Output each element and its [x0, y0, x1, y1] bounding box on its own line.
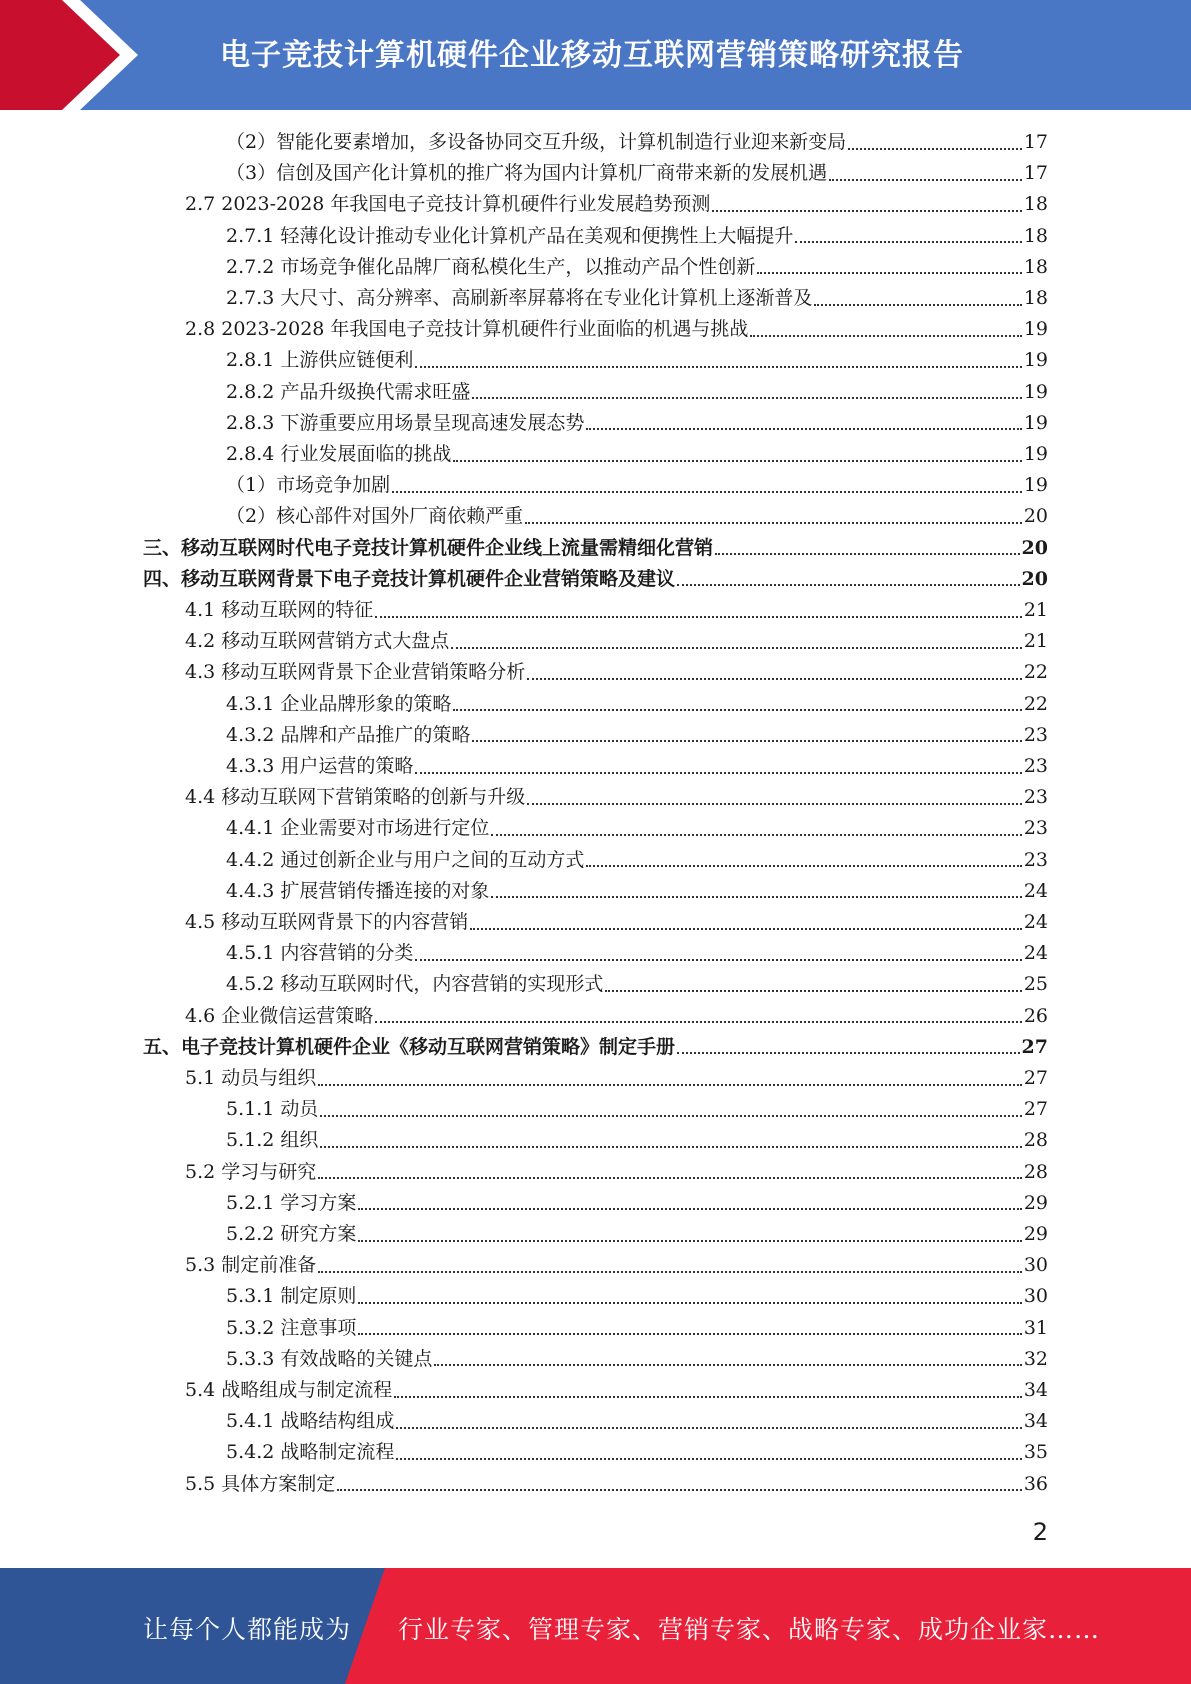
toc-entry-page: 20	[1021, 567, 1048, 590]
toc-entry[interactable]	[143, 533, 1048, 564]
toc-entry-page: 29	[1023, 1223, 1048, 1245]
toc-entry[interactable]	[226, 969, 1048, 1000]
toc-entry[interactable]	[185, 907, 1048, 938]
toc-entry[interactable]	[185, 1063, 1048, 1094]
toc-entry-page: 18	[1023, 255, 1048, 278]
toc-entry[interactable]	[185, 1157, 1048, 1188]
toc-entry[interactable]	[226, 1188, 1048, 1219]
toc-entry-page: 34	[1023, 1379, 1048, 1401]
toc-entry-title: （2）智能化要素增加，多设备协同交互升级，计算机制造行业迎来新变局	[226, 131, 847, 153]
page-header	[0, 0, 1191, 110]
toc-entry[interactable]	[226, 377, 1048, 408]
toc-entry-title: 5.1 动员与组织	[185, 1067, 317, 1089]
toc-entry-page: 23	[1023, 723, 1048, 746]
toc-dot-leader	[491, 834, 1021, 836]
toc-dot-leader	[318, 1084, 1022, 1086]
toc-entry-page: 20	[1023, 505, 1048, 528]
toc-dot-leader	[750, 335, 1021, 337]
toc-dot-leader	[715, 553, 1020, 555]
toc-dot-leader	[470, 928, 1022, 930]
toc-entry[interactable]	[226, 221, 1048, 252]
toc-entry-page: 32	[1023, 1347, 1048, 1370]
toc-dot-leader	[491, 896, 1021, 898]
toc-entry-title: 4.4 移动互联网下营销策略的创新与升级	[185, 786, 526, 809]
toc-entry-title: 5.3.2 注意事项	[226, 1316, 357, 1339]
footer-slogan-left: 让每个人都能成为	[143, 1615, 352, 1644]
toc-dot-leader	[848, 148, 1022, 150]
toc-entry-title: 4.3 移动互联网背景下企业营销策略分析	[185, 661, 526, 684]
toc-entry-title: 5.1.1 动员	[226, 1098, 319, 1121]
toc-entry-page: 24	[1023, 942, 1048, 965]
toc-entry[interactable]	[226, 1219, 1048, 1250]
toc-entry[interactable]	[226, 689, 1048, 720]
toc-entry-page: 36	[1023, 1472, 1048, 1495]
toc-dot-leader	[677, 1052, 1020, 1054]
toc-entry-title: 5.2.2 研究方案	[226, 1223, 357, 1245]
toc-entry-page: 17	[1023, 162, 1048, 185]
toc-entry-page: 21	[1023, 599, 1048, 621]
toc-entry-page: 35	[1023, 1441, 1048, 1464]
toc-dot-leader	[677, 584, 1020, 586]
toc-entry-title: 5.1.2 组织	[226, 1129, 319, 1152]
toc-entry-title: 5.3.1 制定原则	[226, 1285, 357, 1308]
toc-entry-page: 22	[1023, 661, 1048, 684]
toc-entry[interactable]	[226, 720, 1048, 751]
toc-entry[interactable]	[226, 1313, 1048, 1344]
toc-dot-leader	[525, 522, 1022, 524]
toc-entry[interactable]	[185, 314, 1048, 345]
toc-entry-title: 5.3 制定前准备	[185, 1254, 317, 1277]
toc-entry-title: 4.4.1 企业需要对市场进行定位	[226, 817, 490, 840]
toc-entry-page: 23	[1023, 817, 1048, 840]
toc-entry-title: 5.2.1 学习方案	[226, 1191, 357, 1214]
toc-entry[interactable]	[226, 1437, 1048, 1468]
toc-entry-page: 27	[1023, 1098, 1048, 1121]
toc-entry[interactable]	[185, 189, 1048, 220]
toc-dot-leader	[527, 678, 1022, 680]
toc-dot-leader	[358, 1208, 1021, 1210]
toc-dot-leader	[358, 1333, 1021, 1335]
toc-entry-title: 4.1 移动互联网的特征	[185, 599, 374, 621]
toc-entry-page: 30	[1023, 1254, 1048, 1277]
toc-dot-leader	[829, 179, 1022, 181]
toc-entry[interactable]	[226, 1125, 1048, 1156]
toc-entry-page: 31	[1023, 1316, 1048, 1339]
toc-dot-leader	[586, 865, 1021, 867]
toc-dot-leader	[795, 241, 1021, 243]
toc-dot-leader	[814, 304, 1021, 306]
toc-entry-title: 4.5.1 内容营销的分类	[226, 942, 414, 965]
toc-entry-title: 5.5 具体方案制定	[185, 1472, 336, 1495]
toc-dot-leader	[415, 959, 1021, 961]
toc-entry-title: 5.4.1 战略结构组成	[226, 1410, 395, 1433]
toc-entry-title: 4.4.3 扩展营销传播连接的对象	[226, 879, 490, 902]
toc-entry-page: 18	[1023, 224, 1048, 247]
toc-dot-leader	[320, 1146, 1021, 1148]
toc-entry-page: 19	[1023, 380, 1048, 403]
toc-entry[interactable]	[226, 845, 1048, 876]
toc-entry[interactable]	[226, 252, 1048, 283]
toc-entry[interactable]	[185, 1250, 1048, 1281]
toc-entry-page: 18	[1023, 287, 1048, 309]
toc-entry-page: 19	[1023, 411, 1048, 434]
toc-entry-title: 4.3.1 企业品牌形象的策略	[226, 692, 452, 715]
toc-entry-title: 2.7.2 市场竞争催化品牌厂商私模化生产，以推动产品个性创新	[226, 255, 756, 278]
toc-dot-leader	[453, 709, 1021, 711]
toc-entry-title: 2.8 2023-2028 年我国电子竞技计算机硬件行业面临的机遇与挑战	[185, 318, 749, 341]
toc-dot-leader	[434, 1364, 1021, 1366]
toc-entry[interactable]	[226, 283, 1048, 314]
toc-entry[interactable]	[143, 1032, 1048, 1063]
page-footer	[0, 1568, 1191, 1684]
toc-entry-page: 24	[1023, 911, 1048, 933]
toc-entry-page: 23	[1023, 848, 1048, 871]
toc-dot-leader	[337, 1489, 1022, 1491]
toc-entry-title: 5.3.3 有效战略的关键点	[226, 1347, 433, 1370]
toc-entry[interactable]	[226, 938, 1048, 969]
toc-dot-leader	[358, 1240, 1021, 1242]
toc-entry[interactable]	[185, 657, 1048, 688]
toc-entry[interactable]	[185, 595, 1048, 626]
toc-entry-title: 4.5.2 移动互联网时代，内容营销的实现形式	[226, 973, 604, 996]
toc-entry-title: 4.6 企业微信运营策略	[185, 1004, 374, 1027]
toc-entry-title: 4.3.3 用户运营的策略	[226, 755, 414, 777]
toc-entry[interactable]	[185, 1469, 1048, 1500]
toc-entry[interactable]	[226, 1094, 1048, 1125]
toc-dot-leader	[712, 210, 1021, 212]
toc-entry-title: 4.4.2 通过创新企业与用户之间的互动方式	[226, 848, 585, 871]
toc-entry-title: 2.8.1 上游供应链便利	[226, 349, 414, 372]
toc-entry[interactable]	[185, 782, 1048, 813]
toc-entry-title: 四、移动互联网背景下电子竞技计算机硬件企业营销策略及建议	[143, 567, 676, 590]
toc-dot-leader	[605, 990, 1021, 992]
toc-dot-leader	[415, 772, 1021, 774]
toc-entry-page: 34	[1023, 1410, 1048, 1433]
toc-entry-title: 2.8.4 行业发展面临的挑战	[226, 443, 452, 465]
toc-entry[interactable]	[226, 127, 1048, 158]
toc-entry-title: 5.2 学习与研究	[185, 1160, 317, 1183]
toc-dot-leader	[396, 1427, 1021, 1429]
toc-entry-title: 5.4 战略组成与制定流程	[185, 1379, 393, 1401]
toc-entry-title: 2.8.3 下游重要应用场景呈现高速发展态势	[226, 411, 585, 434]
toc-entry[interactable]	[226, 345, 1048, 376]
toc-entry[interactable]	[185, 1375, 1048, 1406]
toc-dot-leader	[586, 428, 1021, 430]
toc-entry[interactable]	[226, 751, 1048, 782]
toc-entry[interactable]	[143, 564, 1048, 595]
toc-dot-leader	[318, 1271, 1022, 1273]
report-title: 电子竞技计算机硬件企业移动互联网营销策略研究报告	[220, 38, 964, 73]
toc-entry-title: 五、电子竞技计算机硬件企业《移动互联网营销策略》制定手册	[143, 1035, 676, 1058]
toc-entry-page: 19	[1023, 443, 1048, 465]
toc-dot-leader	[415, 366, 1021, 368]
toc-dot-leader	[394, 1396, 1022, 1398]
toc-entry[interactable]	[226, 1281, 1048, 1312]
toc-entry-title: 2.7.3 大尺寸、高分辨率、高刷新率屏幕将在专业化计算机上逐渐普及	[226, 287, 813, 309]
toc-dot-leader	[453, 460, 1021, 462]
toc-entry-page: 24	[1023, 879, 1048, 902]
toc-entry-page: 18	[1023, 193, 1048, 216]
toc-entry[interactable]	[226, 1406, 1048, 1437]
toc-entry[interactable]	[226, 876, 1048, 907]
toc-entry-title: 2.8.2 产品升级换代需求旺盛	[226, 380, 471, 403]
toc-dot-leader	[757, 272, 1021, 274]
toc-entry-title: 2.7 2023-2028 年我国电子竞技计算机硬件行业发展趋势预测	[185, 193, 711, 216]
toc-entry-title: （2）核心部件对国外厂商依赖严重	[226, 505, 524, 528]
toc-entry-page: 19	[1023, 349, 1048, 372]
toc-dot-leader	[320, 1115, 1021, 1117]
toc-dot-leader	[318, 1177, 1022, 1179]
toc-entry-page: 23	[1023, 755, 1048, 777]
toc-entry[interactable]	[226, 408, 1048, 439]
toc-entry-page: 20	[1021, 536, 1048, 559]
toc-entry-page: 19	[1023, 318, 1048, 341]
toc-entry[interactable]	[226, 470, 1048, 501]
toc-entry[interactable]	[226, 158, 1048, 189]
toc-entry[interactable]	[185, 626, 1048, 657]
toc-entry-title: 4.3.2 品牌和产品推广的策略	[226, 723, 471, 746]
toc-entry-page: 28	[1023, 1129, 1048, 1152]
toc-entry[interactable]	[226, 813, 1048, 844]
toc-dot-leader	[358, 1302, 1021, 1304]
toc-entry-page: 29	[1023, 1191, 1048, 1214]
toc-entry-page: 21	[1023, 630, 1048, 653]
toc-dot-leader	[472, 740, 1021, 742]
page-number: 2	[1032, 1518, 1048, 1546]
toc-dot-leader	[392, 491, 1022, 493]
toc-entry-title: 4.5 移动互联网背景下的内容营销	[185, 911, 469, 933]
toc-entry-page: 19	[1023, 474, 1048, 497]
toc-dot-leader	[375, 616, 1022, 618]
toc-entry-title: 2.7.1 轻薄化设计推动专业化计算机产品在美观和便携性上大幅提升	[226, 224, 794, 247]
toc-entry[interactable]	[226, 439, 1048, 470]
toc-entry-title: 4.2 移动互联网营销方式大盘点	[185, 630, 450, 653]
toc-entry-page: 17	[1023, 131, 1048, 153]
toc-entry-page: 23	[1023, 786, 1048, 809]
toc-entry[interactable]	[226, 501, 1048, 532]
toc-entry-page: 26	[1023, 1004, 1048, 1027]
toc-dot-leader	[527, 803, 1022, 805]
toc-dot-leader	[375, 1021, 1022, 1023]
toc-entry-page: 25	[1023, 973, 1048, 996]
toc-entry-page: 28	[1023, 1160, 1048, 1183]
toc-entry[interactable]	[185, 1001, 1048, 1032]
toc-dot-leader	[451, 647, 1022, 649]
footer-slogan-right: 行业专家、管理专家、营销专家、战略专家、成功企业家……	[398, 1615, 1101, 1644]
toc-entry-page: 30	[1023, 1285, 1048, 1308]
toc-dot-leader	[396, 1458, 1021, 1460]
toc-entry[interactable]	[226, 1344, 1048, 1375]
toc-entry-page: 27	[1023, 1067, 1048, 1089]
toc-entry-title: 5.4.2 战略制定流程	[226, 1441, 395, 1464]
toc-entry-title: 三、移动互联网时代电子竞技计算机硬件企业线上流量需精细化营销	[143, 536, 714, 559]
toc-entry-title: （3）信创及国产化计算机的推广将为国内计算机厂商带来新的发展机遇	[226, 162, 828, 185]
toc-dot-leader	[472, 397, 1021, 399]
toc-entry-page: 27	[1021, 1035, 1048, 1058]
toc-entry-page: 22	[1023, 692, 1048, 715]
toc-entry-title: （1）市场竞争加剧	[226, 474, 391, 497]
